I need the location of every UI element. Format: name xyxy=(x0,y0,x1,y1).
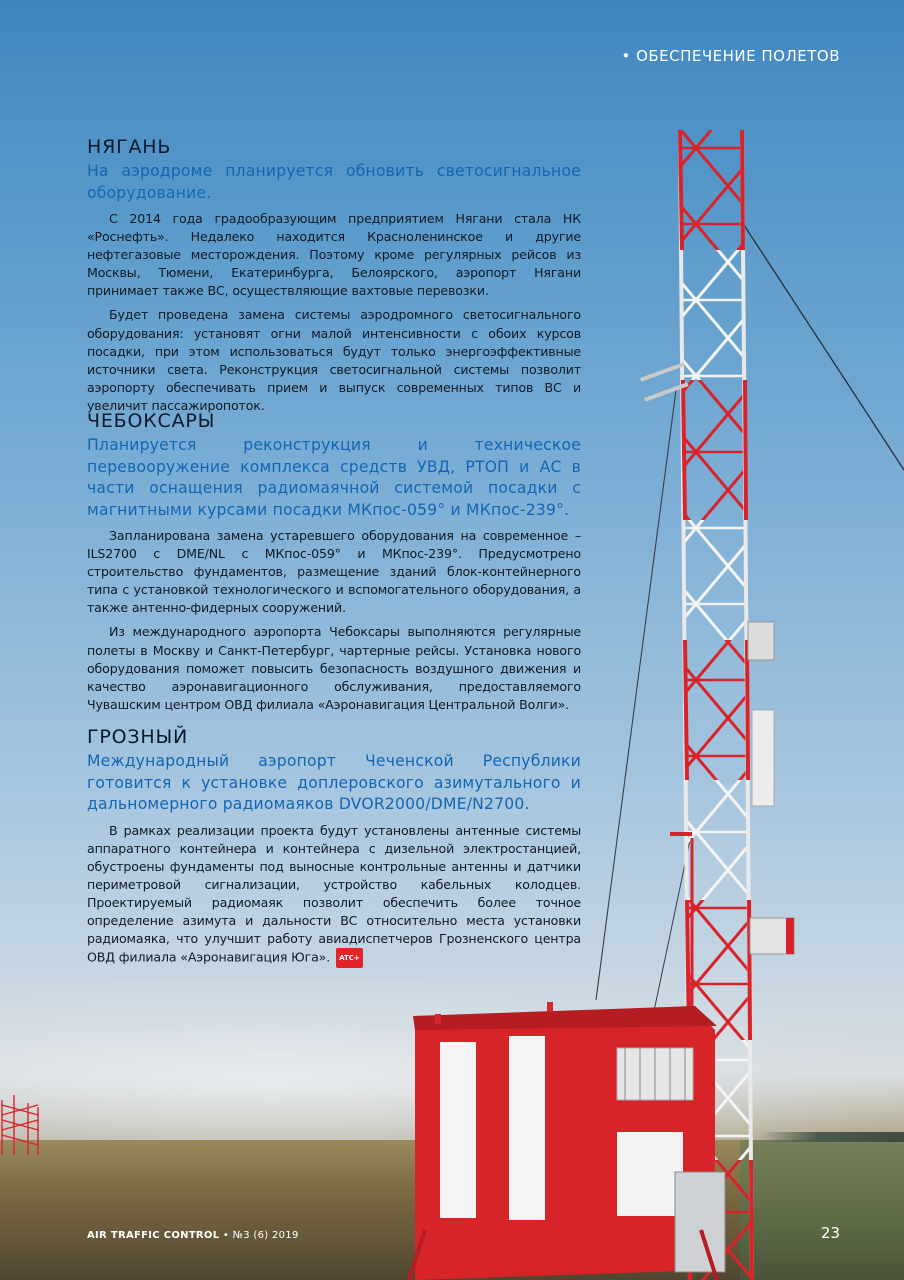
city-heading: ГРОЗНЫЙ xyxy=(87,726,189,748)
magazine-name: AIR TRAFFIC CONTROL xyxy=(87,1230,220,1241)
section-nyagan xyxy=(87,136,581,415)
city-heading: НЯГАНЬ xyxy=(87,136,172,158)
body-paragraph: Из международного аэропорта Чебоксары выполняются регулярные полеты в Москву и Санкт-Петербург, чартерные рейсы. Установка нового оборудования поможет повысить безопасность воздушного движения и качество аэронавигационного обслуживания, предоставляемого Чувашским центром ОВД филиала «Аэронавигация Центральной Волги». xyxy=(87,624,581,712)
section-cheboksary xyxy=(87,410,581,714)
footer-masthead xyxy=(87,1230,299,1241)
section-grozny xyxy=(87,726,581,968)
lead-paragraph: Планируется реконструкция и техническое перевооружение комплекса средств УВД, РТОП и АС в части оснащения радиомаячной системой посадки с магнитными курсами посадки МКпос-059° и МКпос-239°. xyxy=(87,436,581,519)
page-number: 23 xyxy=(820,1224,840,1242)
body-text: В рамках реализации проекта будут установлены антенные системы аппаратного контейнера и контейнера с дизельной электростанцией, обустроены фундаменты под выносные контрольные антенны и датчики периметровой сигнализации, устройство кабельных колодцев. Проектируемый радиомаяк позволит обеспечить более точное определение азимута и дальности ВС относительно места установки радиомаяка, что улучшит работу авиадиспетчеров Грозненского центра ОВД филиала «Аэронавигация Юга». xyxy=(87,822,581,965)
issue-number: №3 (6) 2019 xyxy=(232,1230,299,1241)
section-tag: • ОБЕСПЕЧЕНИЕ ПОЛЕТОВ xyxy=(621,47,840,65)
body-paragraph: Запланирована замена устаревшего оборудования на современное – ILS2700 с DME/NL с МКпос-059° и МКпос-239°. Предусмотрено строительство фундаментов, размещение зданий блок-контейнерного типа с установкой технологического и вспомогательного оборудования, а также антенно-фидерных сооружений. xyxy=(87,528,581,616)
body-paragraph: С 2014 года градообразующим предприятием Нягани стала НК «Роснефть». Недалеко находится Красноленинское и другие нефтегазовые месторождения. Поэтому кроме регулярных рейсов из Москвы, Тюмени, Екатеринбурга, Белоярского, аэропорт Нягани принимает также ВС, осуществляющие вахтовые перевозки. xyxy=(87,211,581,299)
footer-separator: • xyxy=(222,1230,230,1241)
lead-paragraph: Международный аэропорт Чеченской Республики готовится к установке доплеровского азимутального и дальномерного радиомаяков DVOR2000/DME/N2700. xyxy=(87,752,581,813)
city-heading: ЧЕБОКСАРЫ xyxy=(87,410,216,432)
atc-plus-badge: ATC+ xyxy=(336,948,363,968)
equipment-container-illustration xyxy=(395,990,735,1280)
body-paragraph: Будет проведена замена системы аэродромного светосигнального оборудования: установят огни малой интенсивности с обоих курсов посадки, при этом использоваться будут только энергоэффективные источники света. Реконструкция светосигнальной системы позволит аэропорту обеспечивать прием и выпуск современных типов ВС и увеличит пассажиропоток. xyxy=(87,307,581,413)
body-paragraph xyxy=(87,822,581,969)
lead-paragraph: На аэродроме планируется обновить светосигнальное оборудование. xyxy=(87,162,581,202)
